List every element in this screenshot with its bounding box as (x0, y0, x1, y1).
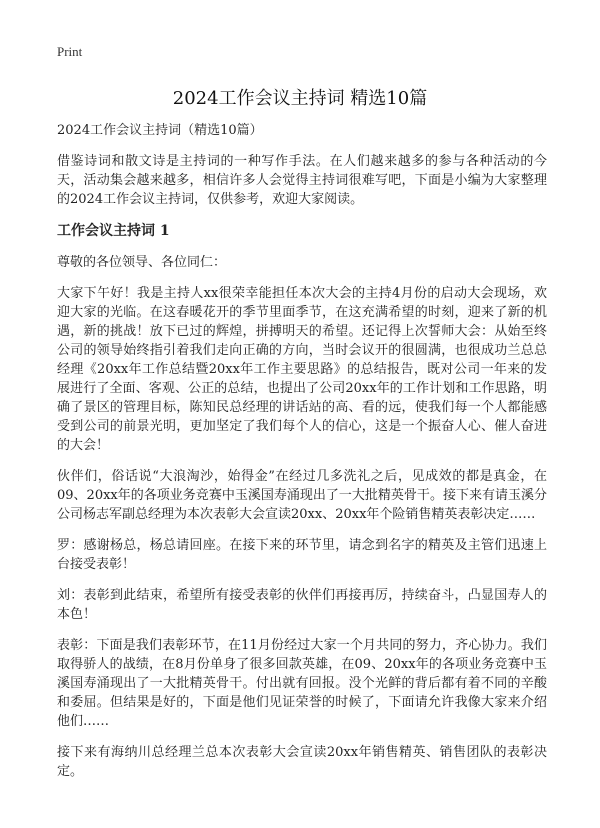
article-subtitle: 2024工作会议主持词（精选10篇） (57, 123, 263, 138)
body-paragraph-2: 伙伴们，俗话说“大浪淘沙，始得金”在经过几多洗礼之后，见成效的都是真金，在09、20xx年的各项业务竞赛中玉溪国寿涌现出了一大批精英骨干。接下来有请玉溪分公司杨志军副总经理为本次表彰大会宣读20xx、20xx年个险销售精英表彰决定…… (57, 469, 547, 522)
intro-paragraph: 借鉴诗词和散文诗是主持词的一种写作手法。在人们越来越多的参与各种活动的今天，活动集会越来越多，相信许多人会觉得主持词很难写吧，下面是小编为大家整理的2024工作会议主持词，仅供参考，欢迎大家阅读。 (57, 154, 547, 207)
body-paragraph-4: 刘：表彰到此结束，希望所有接受表彰的伙伴们再接再厉，持续奋斗，凸显国寿人的本色！ (57, 588, 547, 622)
page-title: 2024工作会议主持词 精选10篇 (172, 88, 428, 109)
body-paragraph-6: 接下来有海纳川总经理兰总本次表彰大会宣读20xx年销售精英、销售团队的表彰决定。 (57, 745, 547, 779)
print-link[interactable]: Print (57, 44, 83, 59)
greeting-line: 尊敬的各位领导、各位同仁： (57, 255, 227, 270)
body-paragraph-5: 表彰：下面是我们表彰环节，在11月份经过大家一个月共同的努力，齐心协力。我们取得骄人的战绩，在8月份单身了很多回款英雄，在09、20xx年的各项业务竞赛中玉溪国寿涌现出了一大批精英骨干。付出就有回报。没个光鲜的背后都有着不同的辛酸和委屈。但结果是好的，下面是他们见证荣誉的时候了，下面请允许我像大家来介绍他们…… (57, 638, 547, 729)
body-paragraph-3: 罗：感谢杨总，杨总请回座。在接下来的环节里，请念到名字的精英及主管们迅速上台接受表彰！ (57, 538, 547, 572)
body-paragraph-1: 大家下午好！我是主持人xx很荣幸能担任本次大会的主持4月份的启动大会现场，欢迎大家的光临。在这春暖花开的季节里面季节，在这充满希望的时刻，迎来了新的机遇，新的挑战！放下已过的辉煌，拼搏明天的希望。还记得上次誓师大会：从始至终公司的领导始终指引着我们走向正确的方向，当时会议开的很圆满，也很成功兰总总经理《20xx年工作总结暨20xx年工作主要思路》的总结报告，既对公司一年来的发展进行了全面、客观、公正的总结，也提出了公司20xx年的工作计划和工作思路，明确了景区的管理目标，陈知民总经理的讲话站的高、看的远，使我们每一个人都能感受到公司的前景光明，更加坚定了我们每个人的信心，这是一个振奋人心、催人奋进的大会！ (57, 286, 547, 453)
section-heading: 工作会议主持词 1 (57, 223, 170, 239)
article-body (57, 122, 547, 793)
